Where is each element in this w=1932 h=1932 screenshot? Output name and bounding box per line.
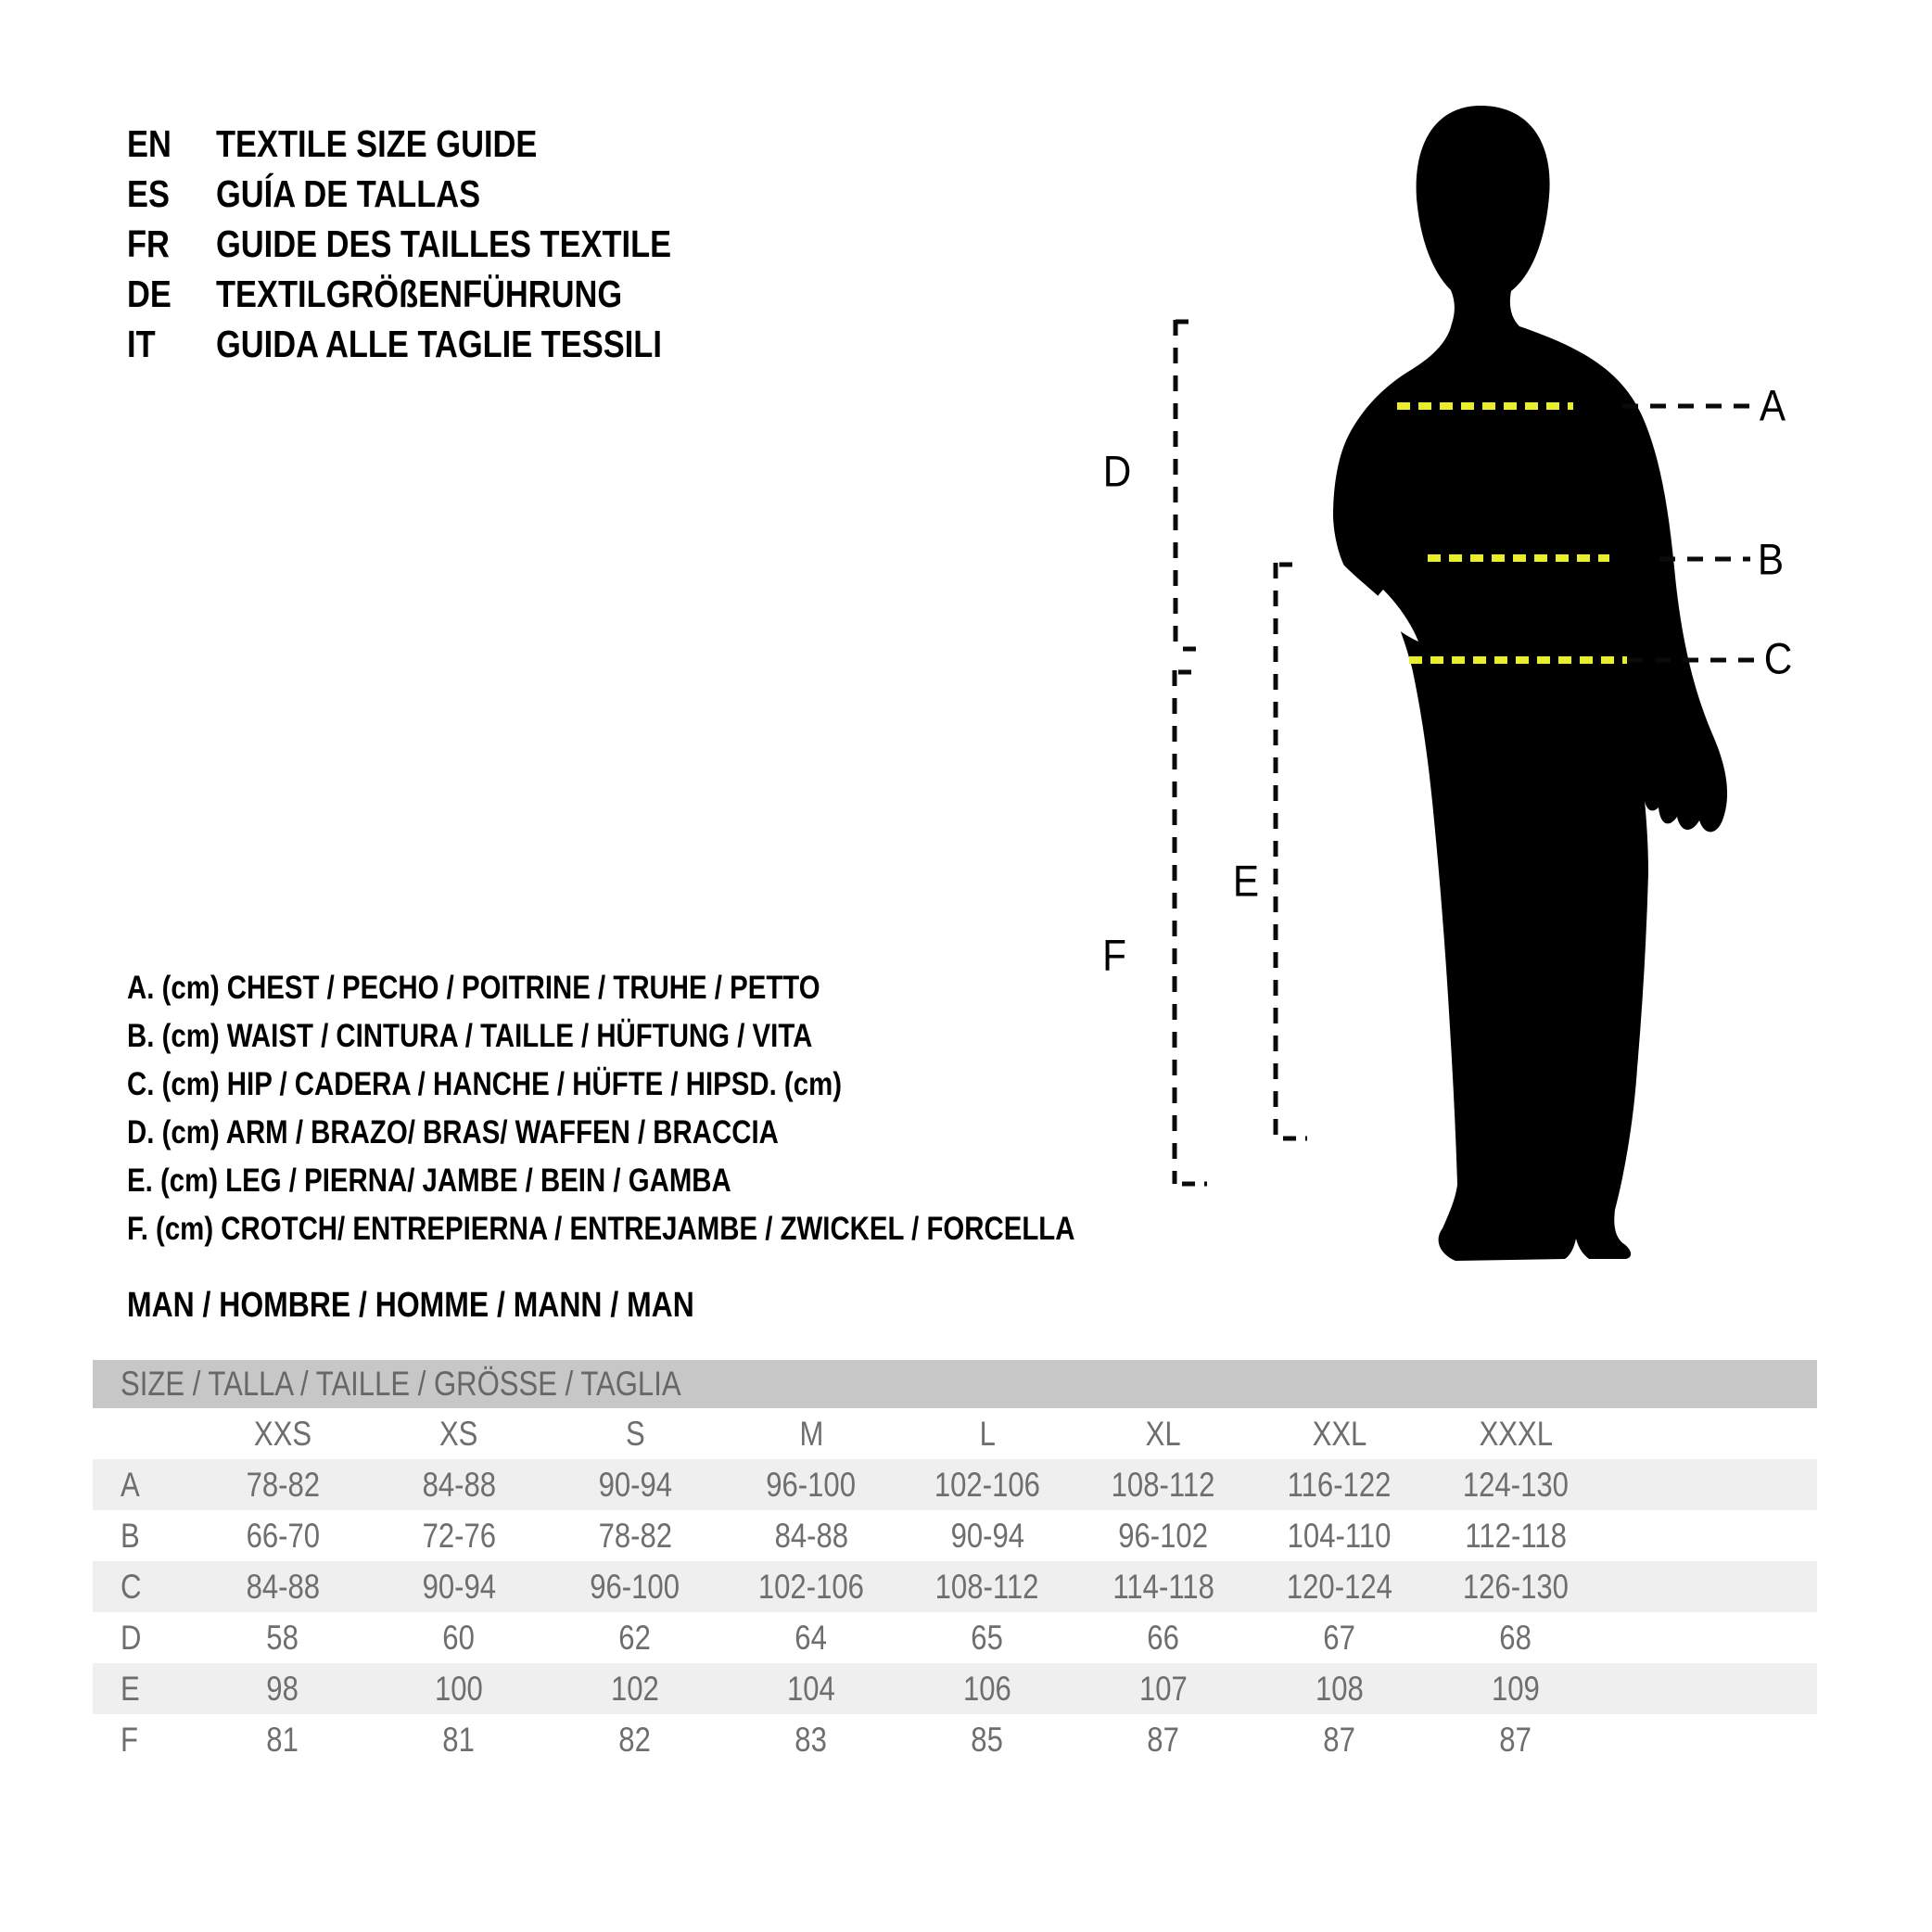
lang-title-fr: GUIDE DES TAILLES TEXTILE	[216, 222, 672, 265]
value-cell: 66	[1147, 1618, 1180, 1657]
legend-item-e: E. (cm) LEG / PIERNA/ JAMBE / BEIN / GAMBA	[127, 1163, 731, 1199]
value-cell: 98	[266, 1669, 299, 1708]
lang-code-es: ES	[127, 172, 170, 215]
value-cell: 60	[442, 1618, 476, 1657]
filler-cell	[1604, 1459, 1817, 1510]
size-col-header: XS	[439, 1414, 478, 1453]
lang-title-de: TEXTILGRÖßENFÜHRUNG	[216, 272, 623, 315]
value-cell: 67	[1323, 1618, 1356, 1657]
size-table-title: SIZE / TALLA / TAILLE / GRÖSSE / TAGLIA	[121, 1365, 681, 1403]
value-cell: 109	[1492, 1669, 1540, 1708]
filler-cell	[1604, 1408, 1817, 1459]
filler-cell	[1604, 1663, 1817, 1714]
value-cell: 96-100	[766, 1465, 857, 1504]
value-cell: 84-88	[422, 1465, 496, 1504]
size-col-header: XXS	[253, 1414, 312, 1453]
value-cell: 102-106	[934, 1465, 1041, 1504]
measurement-legend	[127, 964, 1255, 1253]
filler-cell	[1604, 1561, 1817, 1612]
table-row	[93, 1510, 1817, 1561]
figure-label-f: F	[1102, 930, 1126, 980]
value-cell: 81	[266, 1720, 299, 1759]
legend-item-c: C. (cm) HIP / CADERA / HANCHE / HÜFTE / HIPSD. (cm)	[127, 1066, 843, 1102]
value-cell: 83	[794, 1720, 828, 1759]
size-col-header: S	[625, 1414, 645, 1453]
size-table-section	[93, 1360, 1817, 1765]
value-cell: 58	[266, 1618, 299, 1657]
value-cell: 78-82	[598, 1516, 672, 1555]
value-cell: 87	[1323, 1720, 1356, 1759]
size-col-header: XL	[1145, 1414, 1182, 1453]
value-cell: 78-82	[246, 1465, 320, 1504]
table-row	[93, 1663, 1817, 1714]
lang-code-de: DE	[127, 272, 172, 315]
value-cell: 96-102	[1118, 1516, 1209, 1555]
value-cell: 65	[971, 1618, 1004, 1657]
value-cell: 102-106	[757, 1567, 865, 1606]
value-cell: 96-100	[590, 1567, 680, 1606]
value-cell: 104	[787, 1669, 835, 1708]
lang-code-en: EN	[127, 121, 172, 165]
size-col-header: M	[799, 1414, 823, 1453]
value-cell: 62	[618, 1618, 652, 1657]
value-cell: 120-124	[1286, 1567, 1393, 1606]
table-row	[93, 1459, 1817, 1510]
size-table-title-bar	[93, 1360, 1817, 1408]
size-header-row	[93, 1408, 1817, 1459]
value-cell: 68	[1499, 1618, 1532, 1657]
filler-cell	[1604, 1612, 1817, 1663]
lang-code-it: IT	[127, 322, 156, 365]
figure-label-b: B	[1757, 534, 1785, 584]
lang-title-es: GUÍA DE TALLAS	[216, 172, 481, 215]
lang-code-fr: FR	[127, 222, 170, 265]
value-cell: 108-112	[935, 1567, 1039, 1606]
value-cell: 116-122	[1288, 1465, 1392, 1504]
figure-label-a: A	[1759, 380, 1786, 430]
value-cell: 108-112	[1112, 1465, 1215, 1504]
filler-cell	[1604, 1510, 1817, 1561]
legend-item-f: F. (cm) CROTCH/ ENTREPIERNA / ENTREJAMBE / ZWICKEL / FORCELLA	[127, 1211, 1075, 1247]
size-col-header: L	[979, 1414, 996, 1453]
value-cell: 107	[1139, 1669, 1188, 1708]
man-silhouette	[1333, 106, 1727, 1261]
table-row	[93, 1714, 1817, 1765]
figure-label-c: C	[1763, 633, 1793, 683]
value-cell: 84-88	[246, 1567, 320, 1606]
value-cell: 114-118	[1112, 1567, 1214, 1606]
size-col-header: XXL	[1312, 1414, 1367, 1453]
row-label-cell: E	[121, 1669, 140, 1708]
row-label-cell: C	[121, 1567, 142, 1606]
table-row	[93, 1561, 1817, 1612]
lang-title-en: TEXTILE SIZE GUIDE	[216, 121, 538, 165]
value-cell: 112-118	[1465, 1516, 1567, 1555]
value-cell: 124-130	[1462, 1465, 1570, 1504]
table-row	[93, 1612, 1817, 1663]
lang-title-it: GUIDA ALLE TAGLIE TESSILI	[216, 322, 662, 365]
value-cell: 87	[1147, 1720, 1180, 1759]
figure-label-d: D	[1102, 446, 1132, 496]
value-cell: 72-76	[422, 1516, 496, 1555]
row-label-cell: D	[121, 1618, 142, 1657]
value-cell: 108	[1316, 1669, 1364, 1708]
value-cell: 104-110	[1288, 1516, 1392, 1555]
size-header-empty-cell	[93, 1408, 195, 1459]
value-cell: 85	[971, 1720, 1004, 1759]
value-cell: 66-70	[246, 1516, 320, 1555]
value-cell: 102	[611, 1669, 659, 1708]
value-cell: 87	[1499, 1720, 1532, 1759]
row-label-cell: A	[121, 1465, 140, 1504]
category-line	[127, 1281, 802, 1329]
value-cell: 84-88	[774, 1516, 848, 1555]
value-cell: 106	[963, 1669, 1011, 1708]
value-cell: 100	[435, 1669, 483, 1708]
value-cell: 81	[442, 1720, 476, 1759]
value-cell: 82	[618, 1720, 652, 1759]
category-line-text: MAN / HOMBRE / HOMME / MANN / MAN	[127, 1285, 694, 1325]
size-table	[93, 1408, 1817, 1765]
value-cell: 126-130	[1462, 1567, 1570, 1606]
figure-label-e: E	[1232, 856, 1260, 906]
value-cell: 90-94	[950, 1516, 1024, 1555]
value-cell: 64	[794, 1618, 828, 1657]
value-cell: 90-94	[422, 1567, 496, 1606]
value-cell: 90-94	[598, 1465, 672, 1504]
row-label-cell: B	[121, 1516, 140, 1555]
filler-cell	[1604, 1714, 1817, 1765]
size-col-header: XXXL	[1479, 1414, 1553, 1453]
legend-item-a: A. (cm) CHEST / PECHO / POITRINE / TRUHE / PETTO	[127, 970, 820, 1006]
legend-item-b: B. (cm) WAIST / CINTURA / TAILLE / HÜFTUNG / VITA	[127, 1018, 813, 1054]
row-label-cell: F	[121, 1720, 138, 1759]
legend-item-d: D. (cm) ARM / BRAZO/ BRAS/ WAFFEN / BRACCIA	[127, 1114, 779, 1150]
